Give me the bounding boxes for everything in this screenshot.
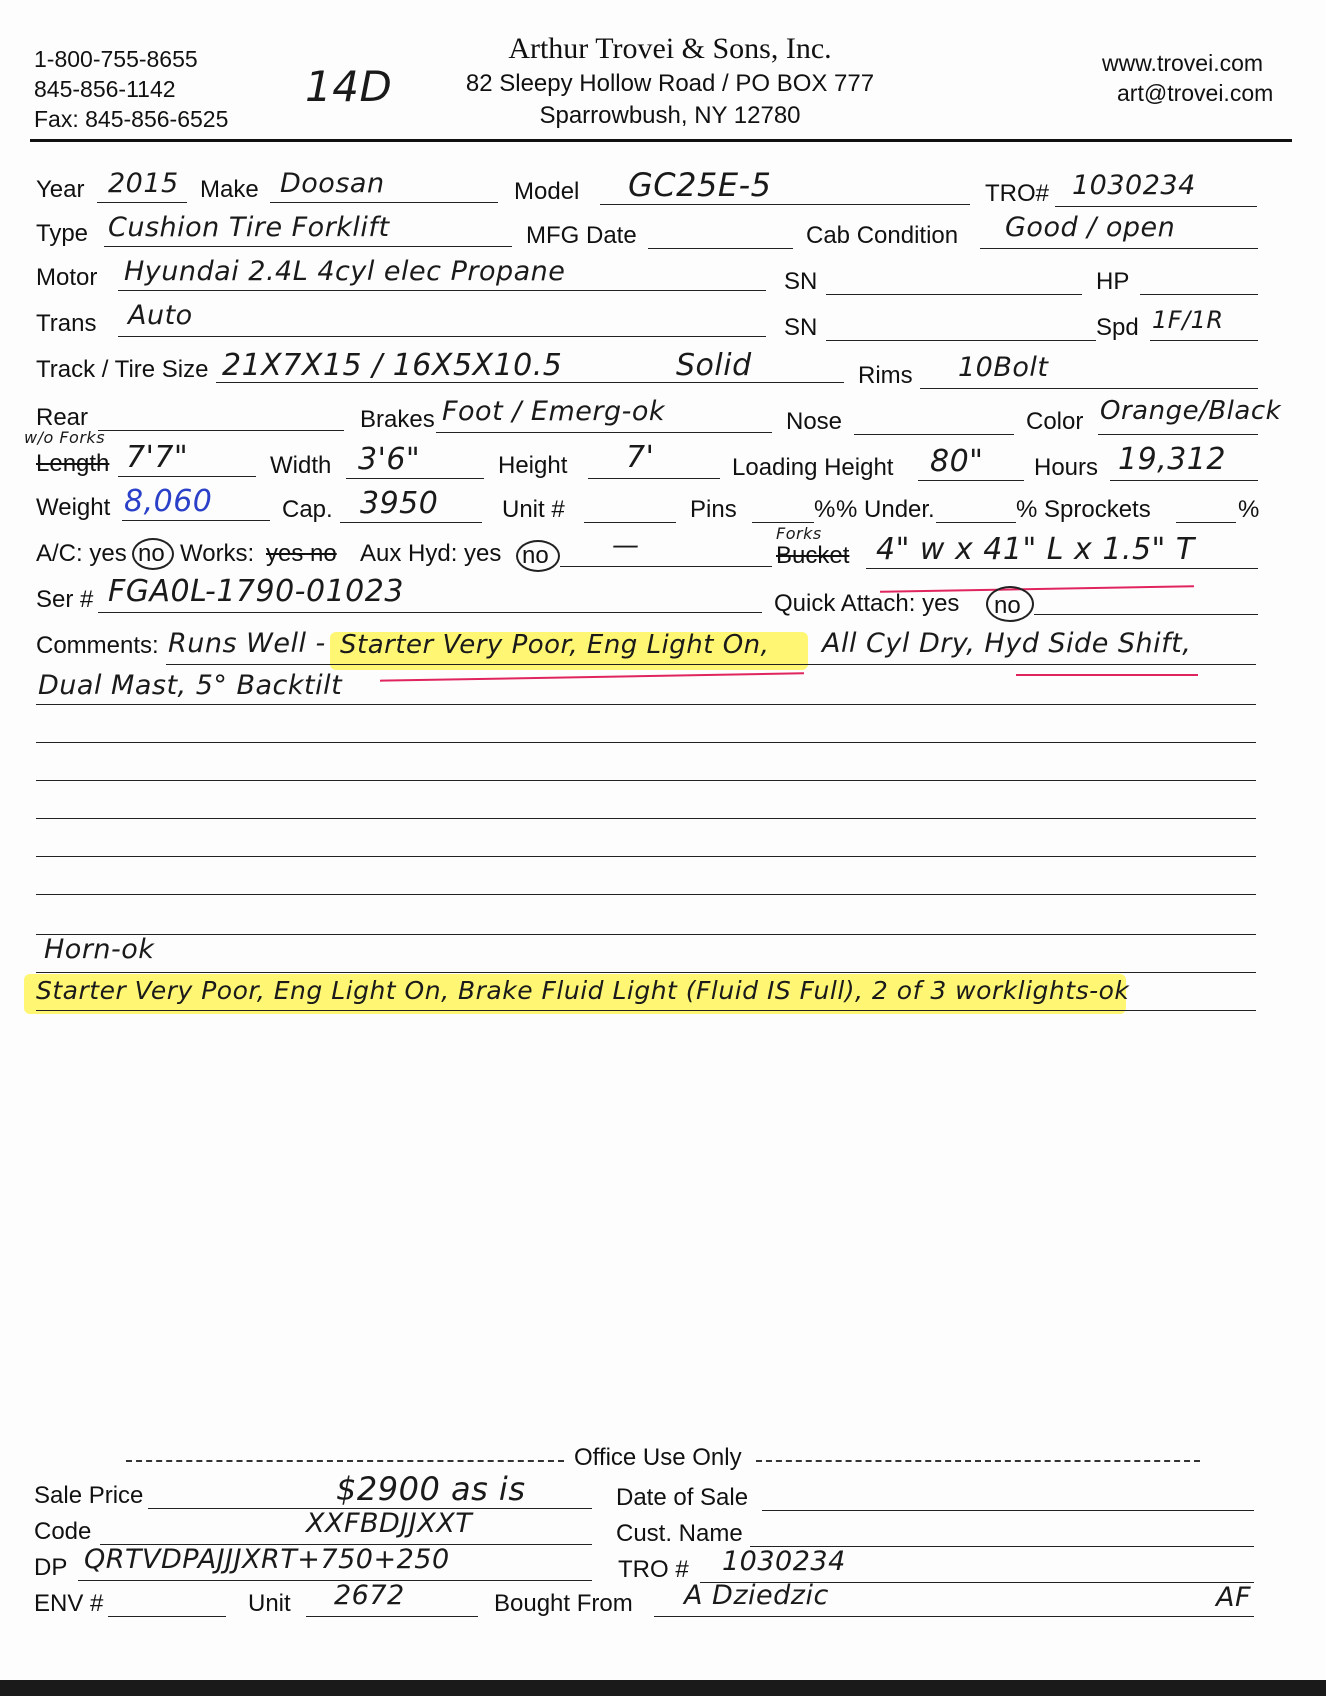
model-value: GC25E-5: [628, 166, 772, 204]
nose-field[interactable]: [854, 434, 1014, 435]
code-value: XXFBDJJXXT: [306, 1508, 473, 1539]
ac-no-circle: [132, 538, 174, 570]
comment-field-line-8[interactable]: [36, 934, 1256, 935]
width-value: 3'6": [358, 442, 421, 477]
sale-price-value: $2900 as is: [336, 1470, 526, 1508]
motor-label: Motor: [36, 264, 98, 291]
motor-field[interactable]: [118, 290, 766, 291]
comment-line-1c: All Cyl Dry, Hyd Side Shift,: [822, 628, 1192, 659]
dp-label: DP: [34, 1554, 68, 1581]
hours-label: Hours: [1034, 454, 1099, 481]
brakes-value: Foot / Emerg-ok: [442, 396, 666, 427]
cab-condition-field[interactable]: [980, 248, 1258, 249]
height-field[interactable]: [588, 478, 720, 479]
bought-from-field[interactable]: [654, 1616, 1254, 1617]
bought-from-value: A Dziedzic: [684, 1580, 829, 1611]
quick-attach-field[interactable]: [1034, 614, 1258, 615]
pins-label: Pins: [690, 496, 737, 523]
bucket-field[interactable]: [866, 568, 1258, 569]
trans-sn-field[interactable]: [826, 340, 1096, 341]
ser-label: Ser #: [36, 586, 94, 613]
unit-office-value: 2672: [334, 1580, 405, 1611]
weight-value: 8,060: [124, 484, 213, 519]
comment-field-line-1[interactable]: [166, 664, 1256, 665]
address-line-1: 82 Sleepy Hollow Road / PO BOX 777: [465, 70, 875, 97]
height-value: 7': [626, 440, 655, 475]
make-value: Doosan: [280, 168, 385, 199]
pins-pct: %: [814, 496, 836, 523]
comment-red-underline-1: [380, 672, 804, 681]
track-tire-value: 21X7X15 / 16X5X10.5: [222, 348, 563, 383]
sale-price-label: Sale Price: [34, 1482, 144, 1509]
height-label: Height: [498, 452, 568, 479]
loading-height-label: Loading Height: [732, 454, 894, 481]
date-of-sale-field[interactable]: [762, 1510, 1254, 1511]
quick-attach-label: Quick Attach: yes: [774, 590, 960, 617]
website-link[interactable]: www.trovei.com: [1102, 50, 1264, 76]
ac-label: A/C: yes: [36, 540, 127, 567]
email-link[interactable]: art@trovei.com: [1117, 80, 1274, 106]
length-note: w/o Forks: [24, 428, 106, 447]
model-field[interactable]: [600, 204, 970, 205]
date-of-sale-label: Date of Sale: [616, 1484, 749, 1511]
aux-hyd-field[interactable]: [560, 566, 772, 567]
rims-field[interactable]: [920, 388, 1258, 389]
phone-2: 845-856-1142: [34, 76, 176, 102]
comment-field-line-9[interactable]: [36, 972, 1256, 973]
weight-field[interactable]: [122, 520, 270, 521]
width-field[interactable]: [346, 478, 484, 479]
env-field[interactable]: [108, 1616, 226, 1617]
brakes-label: Brakes: [360, 406, 435, 433]
aux-no-circle: [516, 540, 560, 572]
bucket-label: Bucket: [776, 542, 850, 569]
cap-field[interactable]: [340, 522, 482, 523]
type-field[interactable]: [104, 246, 512, 247]
qa-no-circle: [986, 586, 1034, 622]
color-field[interactable]: [1098, 434, 1258, 435]
hp-label: HP: [1096, 268, 1130, 295]
bought-from-label: Bought From: [494, 1590, 633, 1617]
mfg-date-label: MFG Date: [526, 222, 637, 249]
cap-value: 3950: [360, 486, 439, 521]
track-tire-label: Track / Tire Size: [36, 356, 209, 383]
cab-condition-value: Good / open: [1005, 212, 1176, 243]
motor-sn-label: SN: [784, 268, 818, 295]
model-label: Model: [514, 178, 580, 205]
year-field[interactable]: [97, 202, 187, 203]
unit-office-label: Unit: [248, 1590, 291, 1617]
hours-field[interactable]: [1110, 480, 1258, 481]
comment-line-2: Dual Mast, 5° Backtilt: [38, 670, 343, 701]
forks-note: Forks: [776, 524, 822, 543]
comment-line-1a: Runs Well -: [168, 628, 326, 659]
env-label: ENV #: [34, 1590, 104, 1617]
unit-office-field[interactable]: [306, 1616, 478, 1617]
year-label: Year: [36, 176, 85, 203]
qa-no-option[interactable]: no: [994, 592, 1021, 619]
rear-field[interactable]: [98, 430, 344, 431]
year-value: 2015: [108, 168, 179, 199]
weight-label: Weight: [36, 494, 111, 521]
tro-label: TRO#: [985, 180, 1050, 207]
under-field[interactable]: [936, 522, 1016, 523]
type-label: Type: [36, 220, 89, 247]
sprockets-field[interactable]: [1176, 522, 1236, 523]
tro-value: 1030234: [1072, 170, 1196, 201]
sprockets-pct: %: [1238, 496, 1260, 523]
aux-hyd-label: Aux Hyd: yes: [360, 540, 502, 567]
loading-height-value: 80": [930, 444, 984, 479]
ser-value: FGA0L-1790-01023: [108, 574, 404, 609]
works-label: Works:: [180, 540, 255, 567]
trans-sn-label: SN: [784, 314, 818, 341]
unit-field[interactable]: [584, 522, 676, 523]
comment-line-1b: Starter Very Poor, Eng Light On,: [340, 630, 770, 660]
under-label: % Under.: [836, 496, 935, 523]
rims-label: Rims: [858, 362, 913, 389]
cab-condition-label: Cab Condition: [806, 222, 959, 249]
fax-number: Fax: 845-856-6525: [34, 106, 229, 132]
cap-label: Cap.: [282, 496, 333, 523]
summary-note: Starter Very Poor, Eng Light On, Brake Fluid Light (Fluid IS Full), 2 of 3 worklights-ok: [36, 976, 1130, 1005]
ser-field[interactable]: [98, 612, 762, 613]
spd-value: 1F/1R: [1152, 306, 1224, 334]
hours-value: 19,312: [1118, 442, 1226, 477]
comment-field-line-2[interactable]: [36, 704, 1256, 705]
brakes-field[interactable]: [436, 432, 772, 433]
motor-sn-field[interactable]: [826, 294, 1082, 295]
code-label: Code: [34, 1518, 92, 1545]
pins-field[interactable]: [752, 522, 814, 523]
tro-office-value: 1030234: [722, 1546, 846, 1577]
lot-mark: 14D: [305, 62, 393, 111]
rims-value: 10Bolt: [958, 352, 1049, 383]
address-line-2: Sparrowbush, NY 12780: [539, 102, 801, 129]
phone-1: 1-800-755-8655: [34, 46, 198, 72]
ac-no-option[interactable]: no: [138, 540, 165, 567]
comment-red-underline-2: [1016, 674, 1198, 676]
dp-value: QRTVDPAJJJXRT+750+250: [84, 1544, 450, 1575]
hp-field[interactable]: [1140, 294, 1258, 295]
office-dash-right: [756, 1460, 1200, 1462]
bucket-value: 4" w x 41" L x 1.5" T: [876, 532, 1195, 567]
length-label: Length: [36, 450, 110, 477]
aux-hyd-value: —: [612, 530, 640, 561]
header-divider: [30, 139, 1292, 142]
initials-value: AF: [1216, 1582, 1252, 1613]
loading-height-field[interactable]: [918, 480, 1024, 481]
cust-name-label: Cust. Name: [616, 1520, 743, 1547]
comment-field-line-3[interactable]: [36, 742, 1256, 743]
tro-office-label: TRO #: [618, 1556, 689, 1583]
unit-label: Unit #: [502, 496, 565, 523]
nose-label: Nose: [786, 408, 843, 435]
trans-value: Auto: [128, 300, 193, 331]
comment-field-line-5[interactable]: [36, 818, 1256, 819]
make-field[interactable]: [270, 202, 498, 203]
office-use-title: Office Use Only: [574, 1444, 742, 1471]
mfg-date-field[interactable]: [648, 248, 793, 249]
rear-label: Rear: [36, 404, 89, 431]
tire-kind-value: Solid: [676, 348, 752, 383]
trans-label: Trans: [36, 310, 97, 337]
horn-note: Horn-ok: [44, 934, 155, 965]
width-label: Width: [270, 452, 332, 479]
comment-field-line-4[interactable]: [36, 780, 1256, 781]
color-value: Orange/Black: [1100, 396, 1282, 426]
comment-field-line-6[interactable]: [36, 856, 1256, 857]
make-label: Make: [200, 176, 259, 203]
aux-no-option[interactable]: no: [522, 542, 549, 569]
works-options[interactable]: yes no: [266, 540, 337, 567]
tro-field[interactable]: [1055, 206, 1257, 207]
spd-field[interactable]: [1150, 340, 1258, 341]
length-field[interactable]: [118, 476, 256, 477]
office-dash-left: [126, 1460, 564, 1462]
type-value: Cushion Tire Forklift: [108, 212, 390, 243]
trans-field[interactable]: [118, 336, 766, 337]
sprockets-label: % Sprockets: [1016, 496, 1151, 523]
color-label: Color: [1026, 408, 1084, 435]
motor-value: Hyundai 2.4L 4cyl elec Propane: [124, 256, 566, 287]
company-name: Arthur Trovei & Sons, Inc.: [508, 32, 832, 65]
length-value: 7'7": [126, 440, 189, 475]
comments-label: Comments:: [36, 632, 159, 659]
spd-label: Spd: [1096, 314, 1139, 341]
comment-field-line-7[interactable]: [36, 894, 1256, 895]
comment-field-line-10[interactable]: [36, 1010, 1256, 1011]
scan-bottom-edge: [0, 1680, 1326, 1696]
